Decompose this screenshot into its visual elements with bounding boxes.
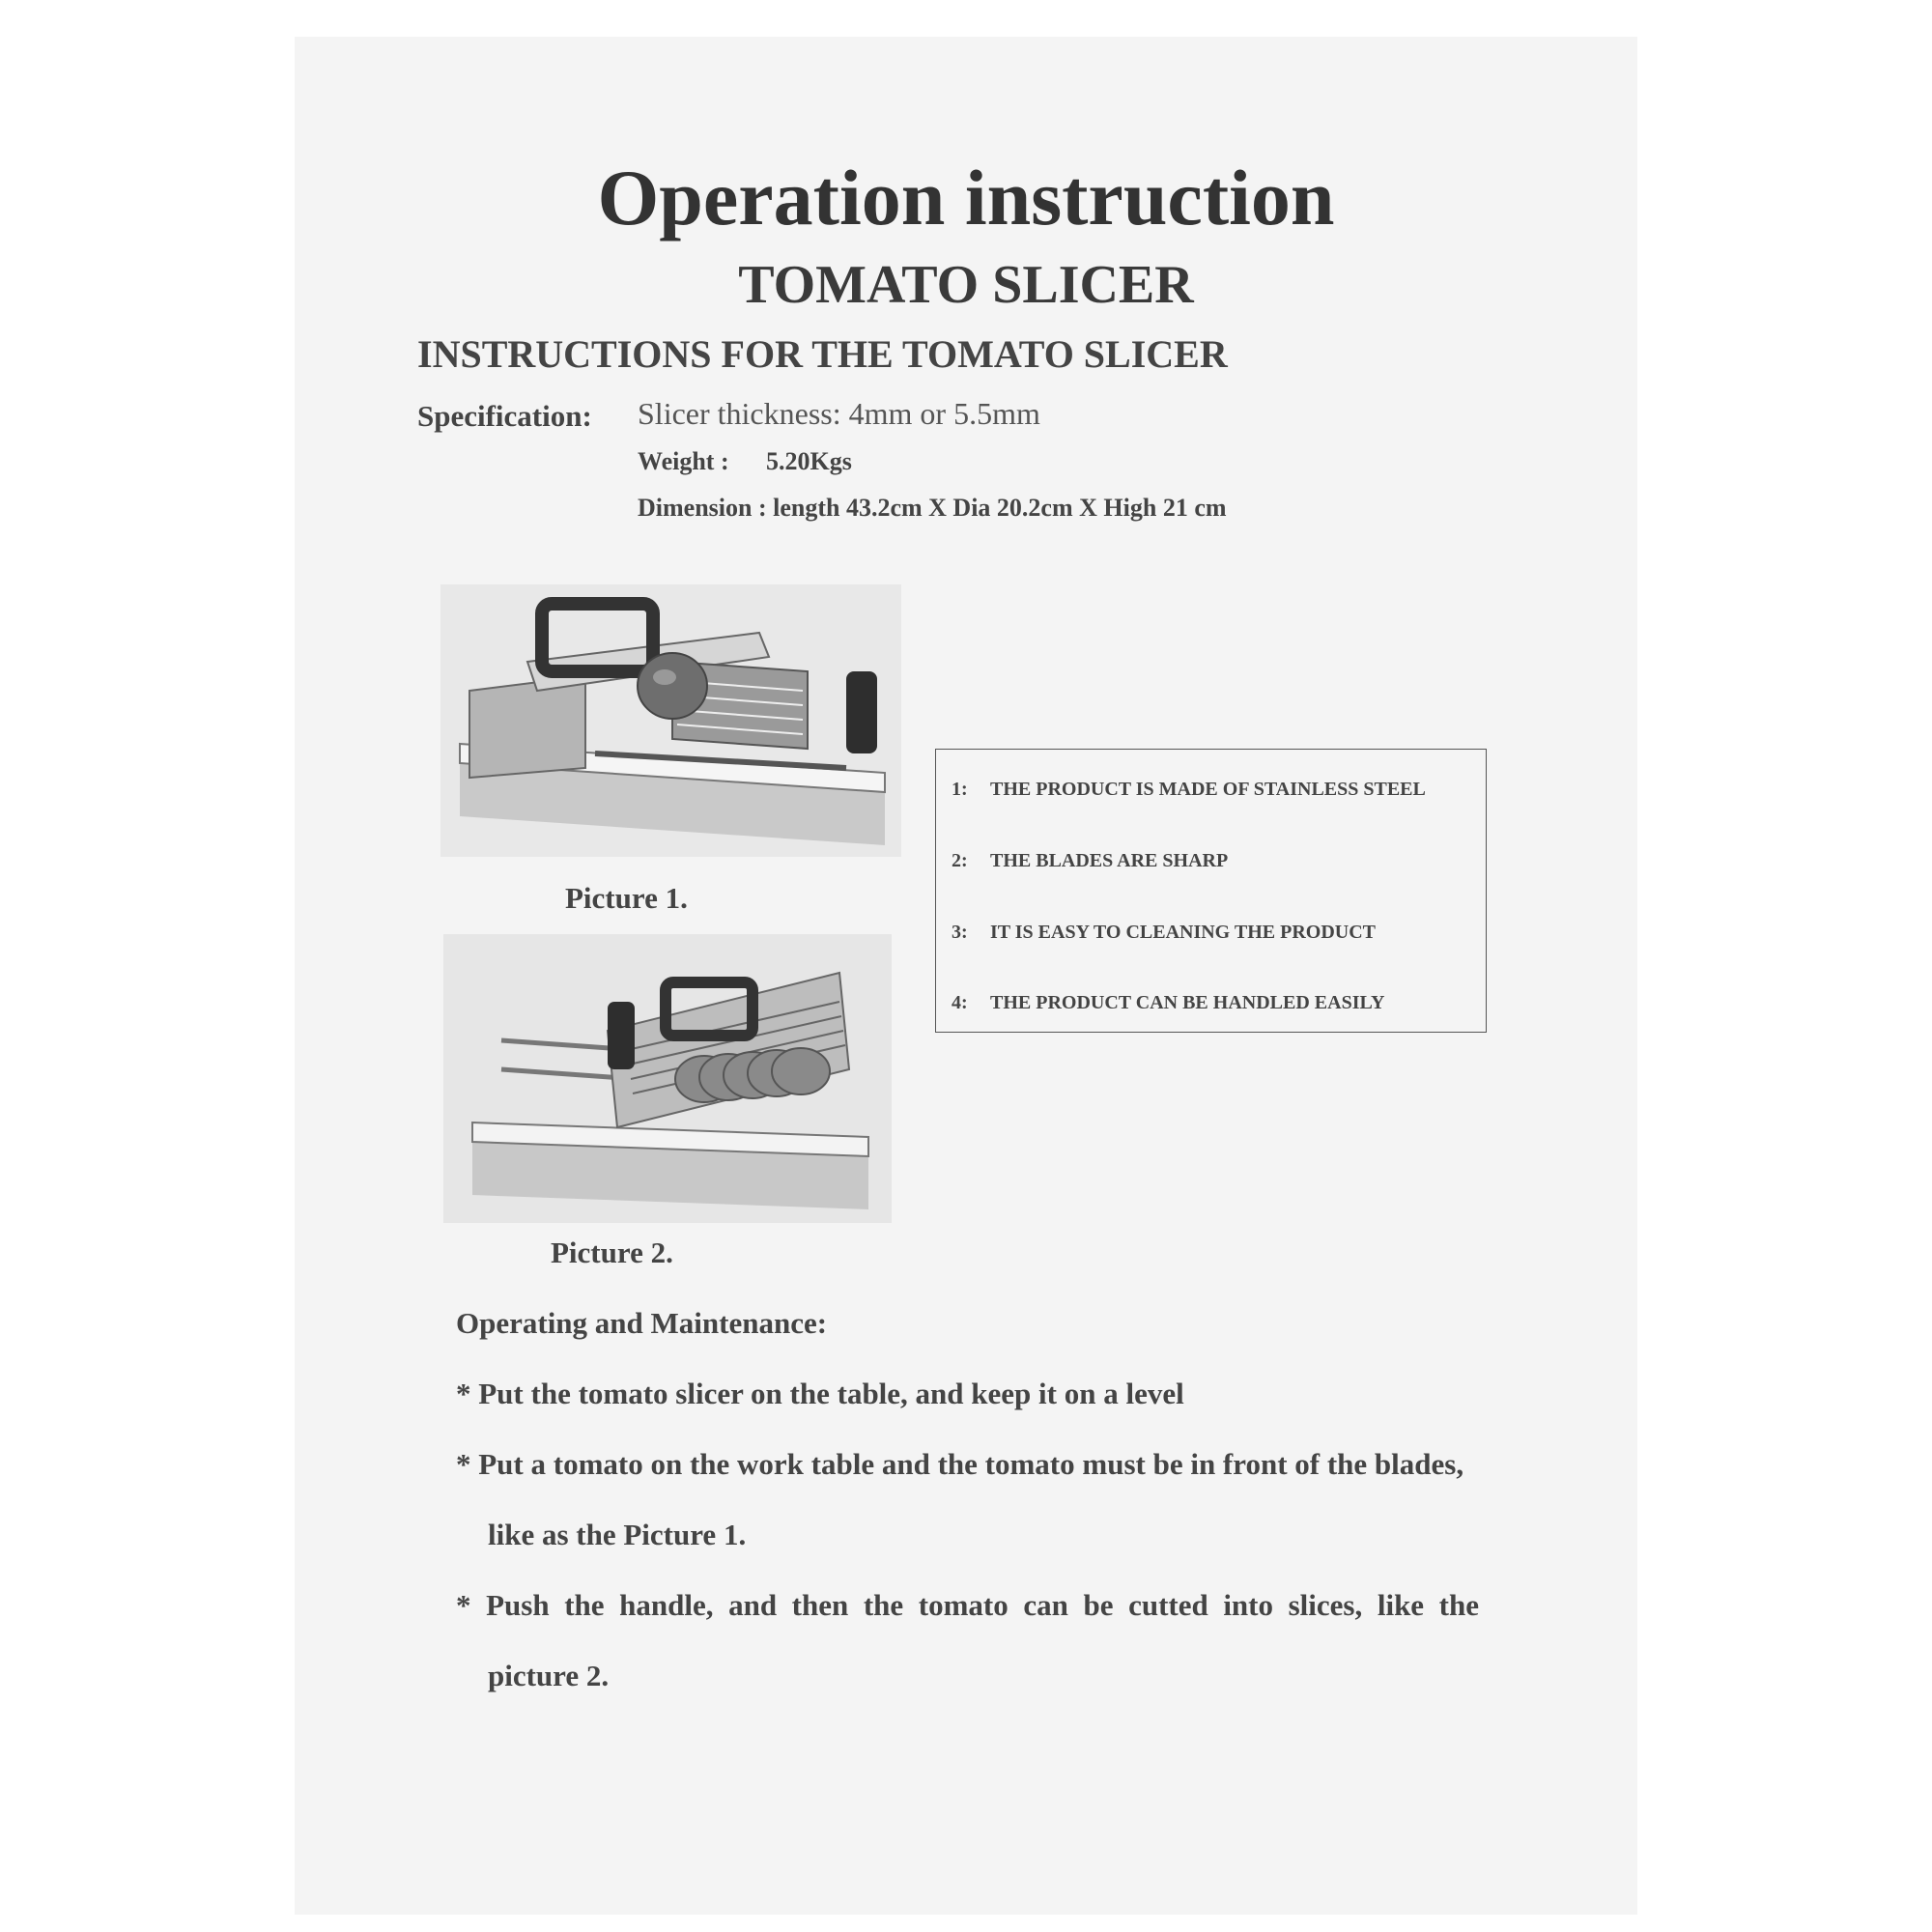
- spec-dimension: Dimension : length 43.2cm X Dia 20.2cm X High 21 cm: [638, 494, 1227, 522]
- product-name: TOMATO SLICER: [738, 255, 1194, 315]
- picture-1-caption: Picture 1.: [565, 881, 688, 915]
- step-2-line-2: like as the Picture 1.: [488, 1518, 747, 1551]
- picture-1-photo: [440, 584, 901, 857]
- tomato-slicer-photo: [440, 584, 901, 857]
- feature-text: THE BLADES ARE SHARP: [990, 850, 1229, 871]
- sliced-tomato-photo: [443, 934, 892, 1223]
- section-heading: INSTRUCTIONS FOR THE TOMATO SLICER: [417, 332, 1228, 376]
- feature-text: THE PRODUCT IS MADE OF STAINLESS STEEL: [990, 779, 1426, 800]
- feature-item: [952, 850, 1228, 872]
- spec-weight-value: 5.20Kgs: [766, 447, 852, 475]
- feature-item: [952, 779, 1426, 801]
- features-box: [935, 749, 1487, 1033]
- operating-heading: Operating and Maintenance:: [456, 1306, 828, 1340]
- spec-weight-label: Weight :: [638, 447, 729, 475]
- document-page: [295, 37, 1637, 1915]
- feature-item: [952, 922, 1376, 944]
- step-1: * Put the tomato slicer on the table, and keep it on a level: [456, 1377, 1184, 1410]
- feature-number: 3:: [952, 922, 968, 943]
- picture-2-photo: [443, 934, 892, 1223]
- step-2-line-1: * Put a tomato on the work table and the tomato must be in front of the blades,: [456, 1447, 1464, 1481]
- feature-number: 2:: [952, 850, 968, 871]
- feature-text: IT IS EASY TO CLEANING THE PRODUCT: [990, 922, 1377, 943]
- feature-item: [952, 992, 1384, 1014]
- document-title: Operation instruction: [597, 154, 1335, 242]
- specification-label: Specification:: [417, 399, 592, 433]
- spec-thickness: Slicer thickness: 4mm or 5.5mm: [638, 396, 1040, 431]
- step-3-line-2: picture 2.: [488, 1659, 610, 1692]
- feature-number: 1:: [952, 779, 968, 800]
- feature-number: 4:: [952, 992, 968, 1013]
- step-3-line-1: * Push the handle, and then the tomato can be cutted into slices, like the: [456, 1588, 1479, 1622]
- picture-2-caption: Picture 2.: [551, 1236, 673, 1269]
- feature-text: THE PRODUCT CAN BE HANDLED EASILY: [990, 992, 1385, 1013]
